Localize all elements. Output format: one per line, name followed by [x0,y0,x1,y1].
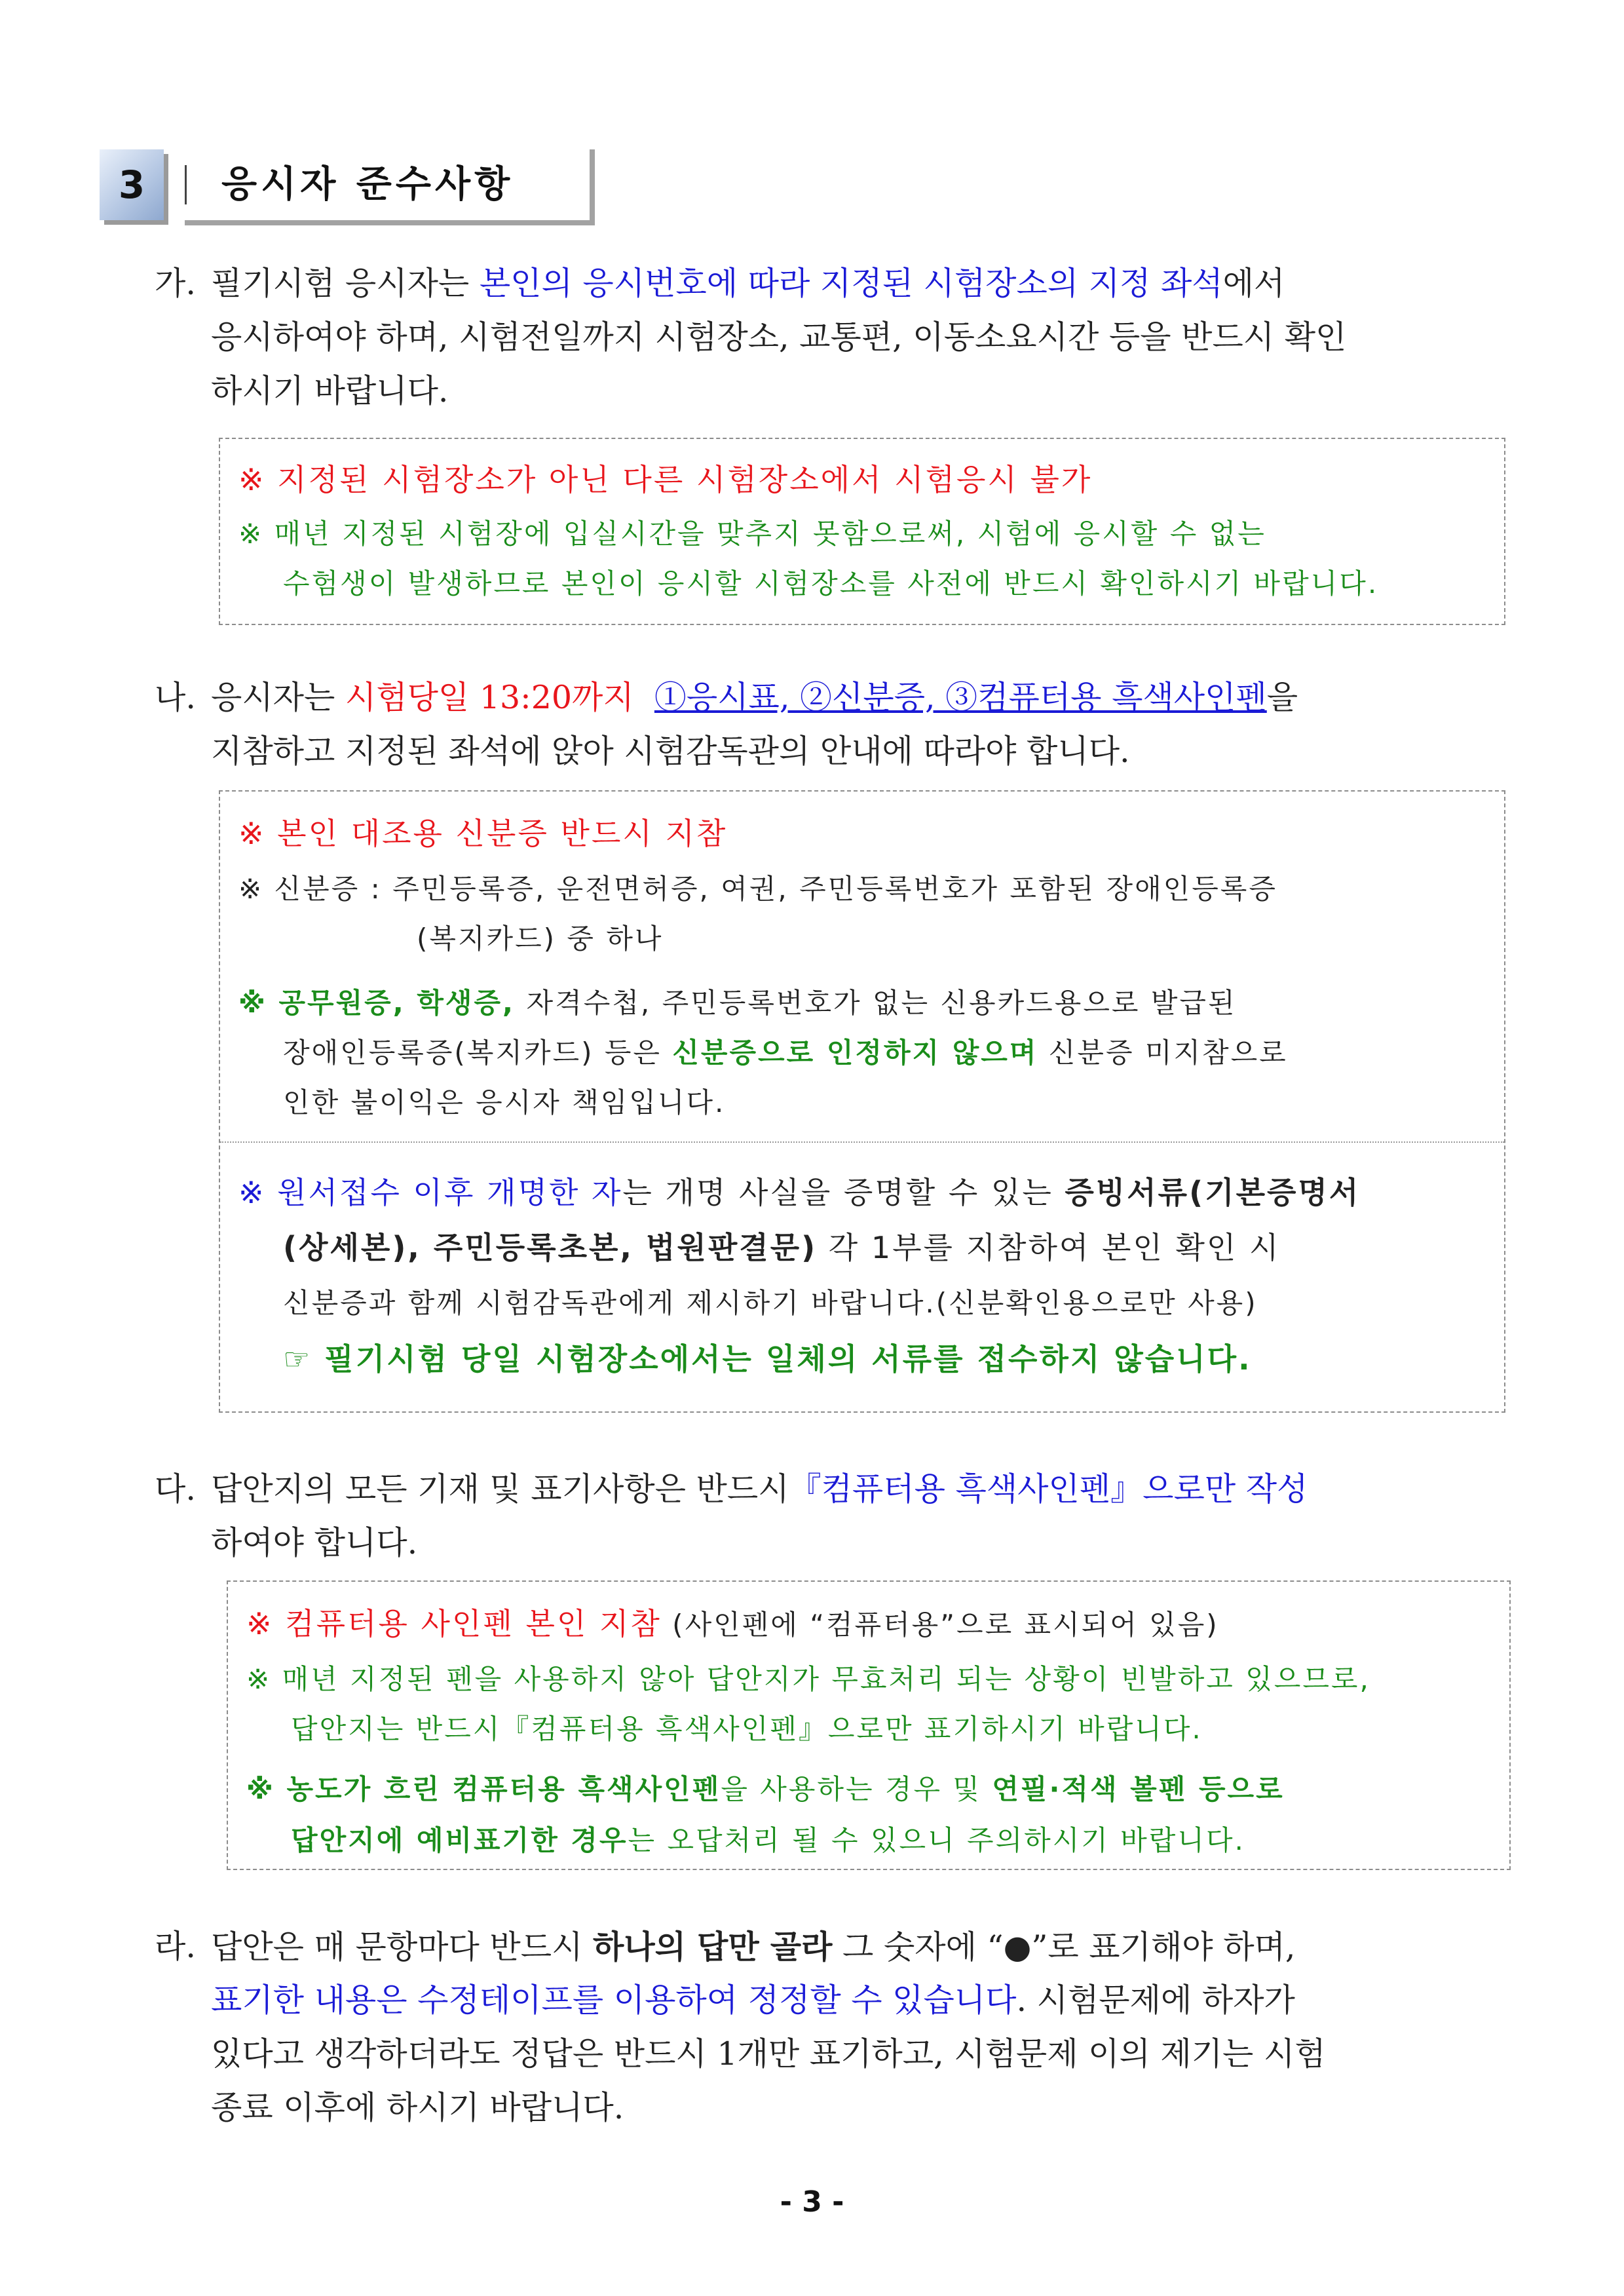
notice-line: 신분증과 함께 시험감독관에게 제시하기 바랍니다.(신분확인용으로만 사용) [283,1287,1258,1319]
paragraph-line [211,671,1298,725]
highlight-text: ※ 농도가 흐린 컴퓨터용 흑색사인펜 [246,1773,721,1805]
text-run: 에서 [1222,265,1285,302]
highlight-text: ※ 컴퓨터용 사인펜 본인 지참 [246,1606,662,1641]
notice-line: ※ 신분증 : 주민등록증, 운전면허증, 여권, 주민등록번호가 포함된 장애인등록증 [238,873,1277,905]
text-run: 장애인등록증(복지카드) 등은 [283,1037,673,1069]
text-run: 각 1부를 지참하여 본인 확인 시 [817,1230,1281,1265]
paragraph-line: 있다고 생각하더라도 정답은 반드시 1개만 표기하고, 시험문제 이의 제기는 시험 [211,2035,1326,2073]
notice-divider [220,1141,1504,1143]
notice-line [283,1224,1280,1267]
text-run: 는 오답처리 될 수 있으니 주의하시기 바랍니다. [628,1824,1245,1856]
notice-box-da [227,1580,1511,1870]
highlight-text: 신분증으로 인정하지 않으며 [672,1037,1038,1069]
paragraph-line [211,257,1285,311]
page-number: - 3 - [780,2185,844,2219]
highlight-text: (상세본), 주민등록초본, 법원판결문) [283,1230,818,1265]
notice-line [246,1768,1285,1807]
text-run: 을 [1266,679,1298,716]
text-run: 응시자는 [211,679,345,716]
text-run: 답안지의 모든 기재 및 표기사항은 반드시 [211,1470,789,1508]
highlight-text: 『컴퓨터용 흑색사인펜』으로만 작성 [789,1470,1308,1508]
paragraph-line: 응시하여야 하며, 시험전일까지 시험장소, 교통편, 이동소요시간 등을 반드시 확인 [211,318,1347,356]
text-run: 그 숫자에 “●”로 표기해야 하며, [832,1928,1296,1966]
paragraph-line: 지참하고 지정된 좌석에 앉아 시험감독관의 안내에 따라야 합니다. [211,733,1130,770]
notice-line [246,1600,1219,1643]
notice-line: ※ 지정된 시험장소가 아닌 다른 시험장소에서 시험응시 불가 [238,462,1093,497]
highlight-text: ※ 원서접수 이후 개명한 자 [238,1175,623,1210]
paragraph-line: 하시기 바랍니다. [211,372,449,410]
paragraph-label: 다. [155,1470,196,1508]
text-run: 필기시험 응시자는 [211,265,480,302]
notice-line: 답안지는 반드시『컴퓨터용 흑색사인펜』으로만 표기하시기 바랍니다. [291,1713,1203,1745]
highlight-text: 시험당일 13:20까지 [345,679,634,716]
notice-line: ※ 매년 지정된 시험장에 입실시간을 맞추지 못함으로써, 시험에 응시할 수 없는 [238,518,1266,550]
section-title: 응시자 준수사항 [221,163,514,206]
text-run: 자격수첩, 주민등록번호가 없는 신용카드용으로 발급된 [526,987,1237,1019]
text-run: 답안은 매 문항마다 반드시 [211,1928,593,1966]
notice-line: ※ 본인 대조용 신분증 반드시 지참 [238,816,728,851]
notice-line: ☞ 필기시험 당일 시험장소에서는 일체의 서류를 접수하지 않습니다. [283,1341,1252,1377]
text-run: (사인펜에 “컴퓨터용”으로 표시되어 있음) [661,1609,1219,1641]
notice-line: (복지카드) 중 하나 [417,923,664,955]
highlight-text: 연필·적색 볼펜 등으로 [992,1773,1285,1805]
paragraph-label: 나. [155,679,196,716]
paragraph-label: 가. [155,265,196,302]
notice-line [283,1031,1288,1071]
text-run: 신분증 미지참으로 [1038,1037,1288,1069]
highlight-text: ※ 공무원증, 학생증, [238,987,527,1019]
highlight-text: 답안지에 예비표기한 경우 [291,1824,628,1856]
paragraph-line [211,1974,1295,2027]
highlight-text: ①응시표, ②신분증, ③컴퓨터용 흑색사인펜 [654,679,1267,716]
notice-box-ga [219,438,1505,625]
text-run: 는 개명 사실을 증명할 수 있는 [622,1175,1065,1210]
notice-line [238,982,1237,1021]
text-run: 을 사용하는 경우 및 [721,1773,992,1805]
highlight-text: 하나의 답만 골라 [592,1928,833,1966]
notice-box-na [219,790,1505,1413]
notice-line [238,1169,1360,1212]
highlight-text: 증빙서류(기본증명서 [1065,1175,1361,1210]
highlight-text: 본인의 응시번호에 따라 지정된 시험장소의 지정 좌석 [479,265,1223,302]
notice-line [291,1819,1245,1858]
notice-line: 인한 불이익은 응시자 책임입니다. [283,1086,726,1119]
highlight-text: 표기한 내용은 수정테이프를 이용하여 정정할 수 있습니다 [211,1981,1017,2019]
paragraph-line [211,1920,1295,1974]
paragraph-line [211,1463,1308,1516]
paragraph-label: 라. [155,1928,196,1965]
paragraph-line: 하여야 합니다. [211,1524,418,1561]
paragraph-line: 종료 이후에 하시기 바랍니다. [211,2089,624,2126]
notice-line: 수험생이 발생하므로 본인이 응시할 시험장소를 사전에 반드시 확인하시기 바랍니다. [283,567,1379,600]
notice-line: ※ 매년 지정된 펜을 사용하지 않아 답안지가 무효처리 되는 상황이 빈발하고 있으므로, [246,1663,1370,1695]
text-run: . 시험문제에 하자가 [1016,1981,1295,2019]
section-number: 3 [100,149,164,220]
